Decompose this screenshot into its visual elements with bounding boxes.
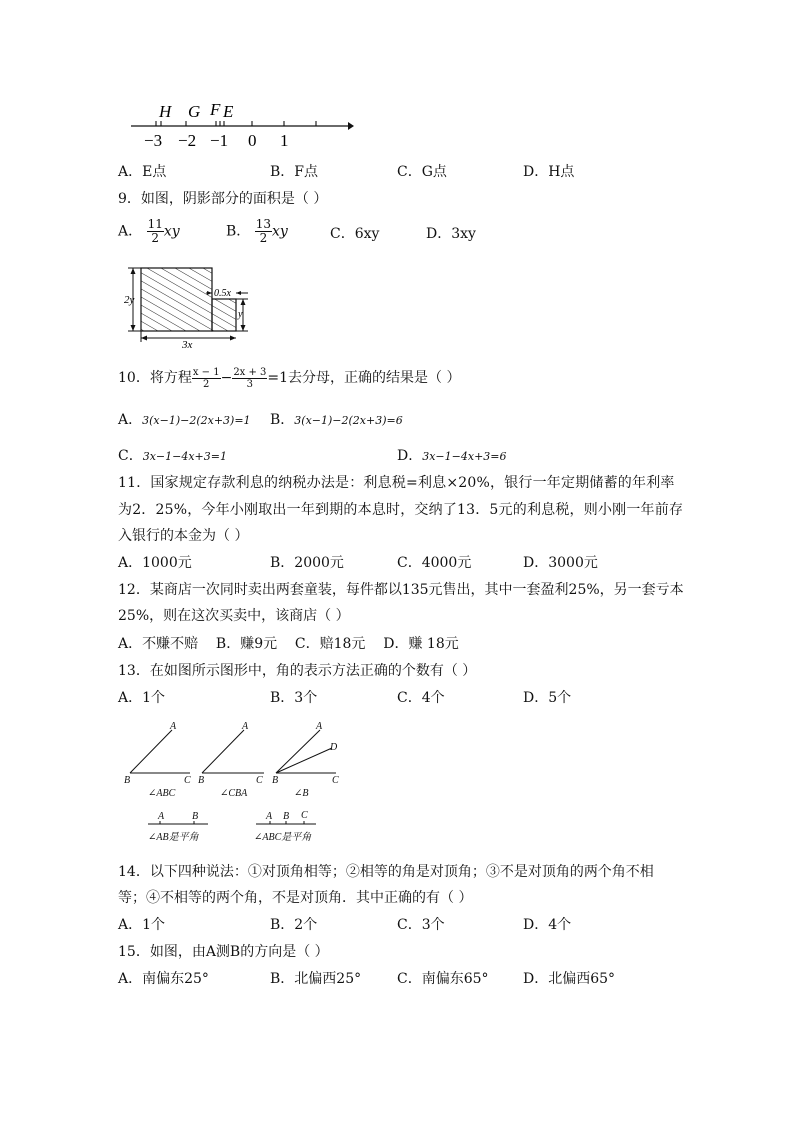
point-label: B <box>124 775 131 786</box>
point-label: A <box>170 721 177 732</box>
angle-caption: ∠AB是平角 <box>148 832 199 843</box>
fraction: $\frac{13}{2}$ <box>255 217 272 245</box>
label-2y: 2y <box>124 294 135 306</box>
area-figure <box>122 262 254 348</box>
angles-figure <box>118 718 358 848</box>
label-G: G <box>188 102 201 121</box>
question-13-stem: 13．在如图所示图形中，角的表示方法正确的个数有（ ） <box>118 663 477 679</box>
option-a: A．1个 <box>118 690 166 706</box>
option-d: D．3000元 <box>523 555 598 571</box>
point-label: B <box>192 811 199 822</box>
label-3x: 3x <box>182 339 193 348</box>
option-c: C．4个 <box>397 690 445 706</box>
tick-label: −1 <box>210 131 229 150</box>
option-b: B．3(x−1)−2(2x+3)=6 <box>270 412 403 428</box>
point-label: C <box>301 810 308 821</box>
option-a: A．1000元 <box>118 555 192 571</box>
fraction: $\frac{11}{2}$ <box>147 217 163 245</box>
option-c: C．G点 <box>397 164 447 180</box>
option-a: A．南偏东25° <box>118 971 209 987</box>
option-b: B． $\frac{13}{2}$ xy <box>226 217 288 245</box>
option-c: C．4000元 <box>397 555 472 571</box>
question-12-line2: 25%，则在这次买卖中，该商店（ ） <box>118 608 350 624</box>
tick-label: 1 <box>280 131 289 150</box>
option-d: D．5个 <box>523 690 572 706</box>
option-a: A． $\frac{11}{2}$ xy <box>118 217 180 245</box>
option-b: B．2000元 <box>270 555 344 571</box>
question-11-line1: 11．国家规定存款利息的纳税办法是：利息税=利息×20%，银行一年定期储蓄的年利率 <box>118 475 675 491</box>
angle-caption: ∠ABC是平角 <box>254 832 312 843</box>
point-label: C <box>332 775 339 786</box>
question-11-line2: 为2．25%，今年小刚取出一年到期的本息时，交纳了13．5元的利息税，则小刚一年前存 <box>118 502 684 518</box>
option-a: A．E点 <box>118 164 167 180</box>
tick-label: −2 <box>178 131 197 150</box>
question-12-options: A．不赚不赔 B．赚9元 C．赔18元 D．赚 18元 <box>118 636 459 652</box>
label-H: H <box>159 102 172 121</box>
option-c: C．3个 <box>397 917 445 933</box>
option-c: C．3x−1−4x+3=1 <box>118 448 227 464</box>
option-d: D．北偏西65° <box>523 971 616 987</box>
point-label: A <box>316 721 323 732</box>
option-d: D．3x−1−4x+3=6 <box>397 448 507 464</box>
question-14-line1: 14．以下四种说法：①对顶角相等；②相等的角是对顶角；③不是对顶角的两个角不相 <box>118 864 654 880</box>
point-label: D <box>330 742 338 753</box>
question-12-line1: 12．某商店一次同时卖出两套童装，每件都以135元售出，其中一套盈利25%，另一套亏本 <box>118 582 684 598</box>
label-F: F <box>210 100 221 119</box>
option-a: A．3(x−1)−2(2x+3)=1 <box>118 412 251 428</box>
label-0.5x: 0.5x <box>214 288 231 299</box>
option-a: A．1个 <box>118 917 166 933</box>
question-9-stem: 9．如图，阴影部分的面积是（ ） <box>118 191 328 207</box>
option-b: B．2个 <box>270 917 318 933</box>
label-E: E <box>223 102 234 121</box>
question-10-stem: 10．将方程 $\frac{x - 1}{2}$ − $\frac{2x + 3}{3}$ =1去分母，正确的结果是（ ） <box>118 366 461 390</box>
option-d: D．4个 <box>523 917 572 933</box>
option-c: C．6xy <box>330 226 380 242</box>
option-d: D．H点 <box>523 164 575 180</box>
option-d: D．3xy <box>426 226 476 242</box>
fraction: $\frac{x - 1}{2}$ <box>192 366 220 390</box>
point-label: A <box>266 811 273 822</box>
option-c: C．南偏东65° <box>397 971 489 987</box>
question-14-line2: 等；④不相等的两个角，不是对顶角．其中正确的有（ ） <box>118 890 473 906</box>
point-label: B <box>198 775 205 786</box>
option-b: B．北偏西25° <box>270 971 362 987</box>
option-b: B．3个 <box>270 690 318 706</box>
question-15-stem: 15．如图，由A测B的方向是（ ） <box>118 944 329 960</box>
number-line-figure <box>126 100 356 150</box>
angle-caption: ∠CBA <box>220 788 248 799</box>
angle-caption: ∠B <box>294 788 309 799</box>
point-label: C <box>184 775 191 786</box>
point-label: B <box>272 775 279 786</box>
question-11-line3: 入银行的本金为（ ） <box>118 528 249 544</box>
angle-caption: ∠ABC <box>148 788 176 799</box>
fraction: $\frac{2x + 3}{3}$ <box>233 366 267 390</box>
point-label: A <box>158 811 165 822</box>
point-label: C <box>256 775 263 786</box>
label-y: y <box>238 309 243 320</box>
point-label: B <box>283 811 290 822</box>
point-label: A <box>242 721 249 732</box>
tick-label: 0 <box>248 131 257 150</box>
tick-label: −3 <box>144 131 163 150</box>
option-b: B．F点 <box>270 164 319 180</box>
